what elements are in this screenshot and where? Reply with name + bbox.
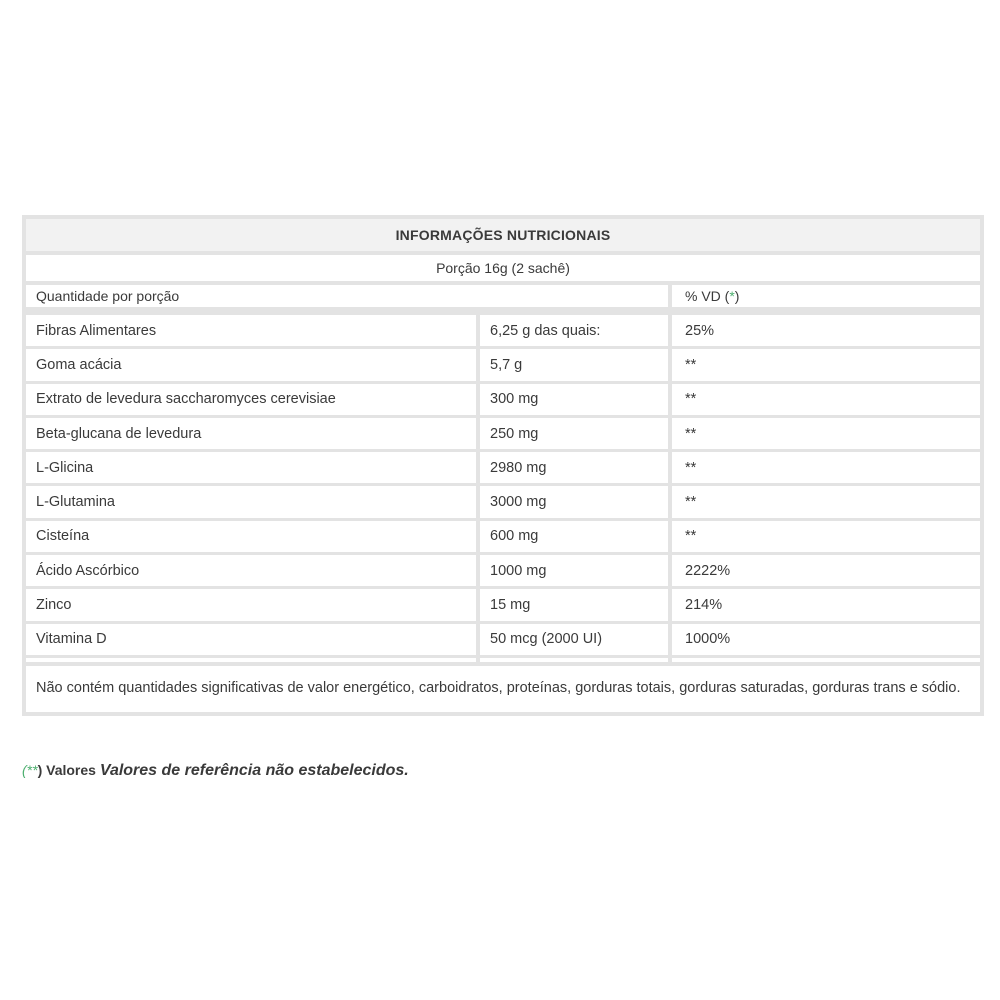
vd-header (672, 285, 980, 307)
table-row (26, 452, 980, 486)
table-row (26, 349, 980, 383)
table-row (26, 555, 980, 589)
footnote-label: Valores (46, 762, 96, 778)
nutrient-rows (26, 315, 980, 658)
nutrient-name: Ácido Ascórbico (26, 555, 480, 586)
vd-header-suffix: ) (734, 288, 740, 304)
footnote-mark: ** (26, 762, 38, 778)
nutrient-name: Goma acácia (26, 349, 480, 380)
nutrient-vd: ** (685, 459, 697, 476)
nutrition-table (22, 215, 984, 716)
vd-header-mark: * (729, 288, 735, 304)
vd-header-prefix: % VD ( (685, 288, 730, 304)
nutrient-amount: 50 mcg (2000 UI) (480, 624, 672, 655)
spacer-cell (672, 658, 980, 662)
nutrient-name: L-Glutamina (26, 486, 480, 517)
nutrient-vd: 1000% (685, 631, 731, 648)
nutrient-amount: 600 mg (480, 521, 672, 552)
portion-size: Porção 16g (2 sachê) (26, 255, 980, 285)
table-row (26, 315, 980, 349)
nutrient-vd: 214% (685, 597, 723, 614)
table-note: Não contém quantidades significativas de valor energético, carboidratos, proteínas, gorduras totais, gorduras saturadas, gorduras trans e sódio. (36, 679, 961, 696)
footnote (22, 762, 409, 780)
table-row (26, 486, 980, 520)
table-row (26, 384, 980, 418)
nutrient-amount: 5,7 g (480, 349, 672, 380)
footnote-description: Valores de referência não estabelecidos. (99, 762, 409, 779)
nutrient-vd: ** (685, 494, 697, 511)
nutrient-vd: 2222% (685, 562, 731, 579)
nutrient-name: Vitamina D (26, 624, 480, 655)
nutrient-vd: ** (685, 425, 697, 442)
nutrient-name: Extrato de levedura saccharomyces cerevisiae (26, 384, 480, 415)
nutrient-amount: 1000 mg (480, 555, 672, 586)
nutrient-amount: 300 mg (480, 384, 672, 415)
nutrient-name: Zinco (26, 589, 480, 620)
spacer-cell (480, 658, 672, 662)
nutrient-vd: ** (685, 528, 697, 545)
nutrient-amount: 2980 mg (480, 452, 672, 483)
nutrient-amount: 3000 mg (480, 486, 672, 517)
table-row (26, 418, 980, 452)
table-spacer-row (26, 658, 980, 666)
nutrient-vd: 25% (685, 322, 715, 339)
nutrient-name: Beta-glucana de levedura (26, 418, 480, 449)
nutrient-name: Fibras Alimentares (26, 315, 480, 346)
nutrient-vd: ** (685, 391, 697, 408)
quantity-header: Quantidade por porção (26, 285, 672, 307)
nutrient-amount: 6,25 g das quais: (480, 315, 672, 346)
footnote-open: ( (22, 762, 27, 778)
nutrient-amount: 250 mg (480, 418, 672, 449)
table-row (26, 624, 980, 658)
nutrient-name: Cisteína (26, 521, 480, 552)
table-title: INFORMAÇÕES NUTRICIONAIS (26, 219, 980, 255)
nutrient-vd: ** (685, 356, 697, 373)
spacer-cell (26, 658, 480, 662)
column-header-row (26, 285, 980, 315)
nutrient-name: L-Glicina (26, 452, 480, 483)
table-row (26, 521, 980, 555)
footnote-close: ) (37, 762, 43, 778)
table-row (26, 589, 980, 623)
nutrient-amount: 15 mg (480, 589, 672, 620)
